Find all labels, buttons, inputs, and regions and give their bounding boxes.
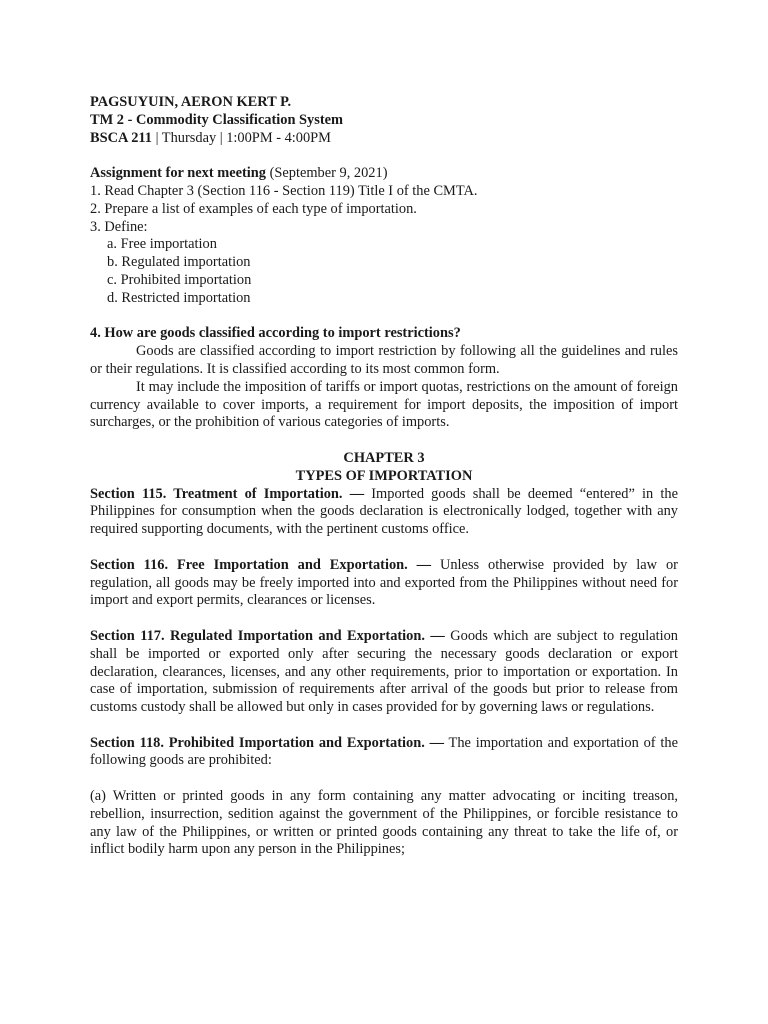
section-118: [90, 735, 678, 771]
section-code: BSCA 211: [90, 129, 152, 146]
assignment-item: 1. Read Chapter 3 (Section 116 - Section 119) Title I of the CMTA.: [90, 182, 478, 199]
section-115: [90, 486, 678, 539]
assignment-item: 2. Prepare a list of examples of each type of importation.: [90, 200, 417, 217]
chapter-number: CHAPTER 3: [343, 449, 425, 466]
section-text: Goods which are subject to regulation shall be imported or exported only after securing the necessary goods declaration or export declaration, clearances, licenses, and any other requirements, prior to importation or exportation. In case of importation, submission of requirements after arrival of the goods but prior to release from customs custody shall be allowed but only in cases provided for by governing laws or regulations.: [90, 627, 678, 716]
section-heading: Section 116. Free Importation and Exportation. —: [90, 556, 432, 573]
schedule-text: | Thursday | 1:00PM - 4:00PM: [151, 129, 331, 146]
class-schedule: [90, 130, 678, 148]
assignment-title: Assignment for next meeting: [90, 165, 266, 182]
define-item: a. Free importation: [107, 236, 217, 253]
section-text: The importation and exportation of the following goods are prohibited:: [90, 734, 678, 769]
document-body: [90, 94, 678, 859]
section-117: [90, 628, 678, 717]
section-heading: Section 117. Regulated Importation and Exportation. —: [90, 627, 445, 644]
course-title: TM 2 - Commodity Classification System: [90, 111, 344, 128]
question-4-answer-paragraph: Goods are classified according to import restriction by following all the guidelines and rules or their regulations. It is classified according to its most common form.: [90, 343, 678, 377]
section-text: Imported goods shall be deemed “entered” in the Philippines for consumption when the goods declaration is electronically lodged, together with any required supporting documents, with the pertinent customs office.: [90, 485, 679, 538]
define-item: c. Prohibited importation: [107, 271, 252, 288]
question-4-answer-paragraph: It may include the imposition of tariffs or import quotas, restrictions on the amount of foreign currency available to cover imports, a requirement for import deposits, the imposition of import surcharges, or the prohibition of various categories of imports.: [90, 378, 678, 431]
section-heading: Section 115. Treatment of Importation. —: [90, 485, 365, 502]
assignment-heading: [90, 165, 678, 183]
section-text: Unless otherwise provided by law or regulation, all goods may be freely imported into and exported from the Philippines without need for import and export permits, clearances or licenses.: [90, 556, 678, 609]
define-item: b. Regulated importation: [107, 254, 251, 271]
clause-a: (a) Written or printed goods in any form containing any matter advocating or inciting treason, rebellion, insurrection, sedition against the government of the Philippines, or forcible resistance to any law of the Philippines, or written or printed goods containing any threat to take the life of, or inflict bodily harm upon any person in the Philippines;: [90, 788, 678, 858]
assignment-item: 3. Define:: [90, 218, 148, 235]
question-4-heading: 4. How are goods classified according to import restrictions?: [90, 325, 461, 342]
student-name: PAGSUYUIN, AERON KERT P.: [90, 94, 292, 110]
chapter-title: TYPES OF IMPORTATION: [295, 467, 473, 484]
assignment-date: (September 9, 2021): [266, 165, 388, 182]
define-item: d. Restricted importation: [107, 289, 251, 306]
section-116: [90, 557, 678, 610]
section-heading: Section 118. Prohibited Importation and Exportation. —: [90, 734, 444, 751]
